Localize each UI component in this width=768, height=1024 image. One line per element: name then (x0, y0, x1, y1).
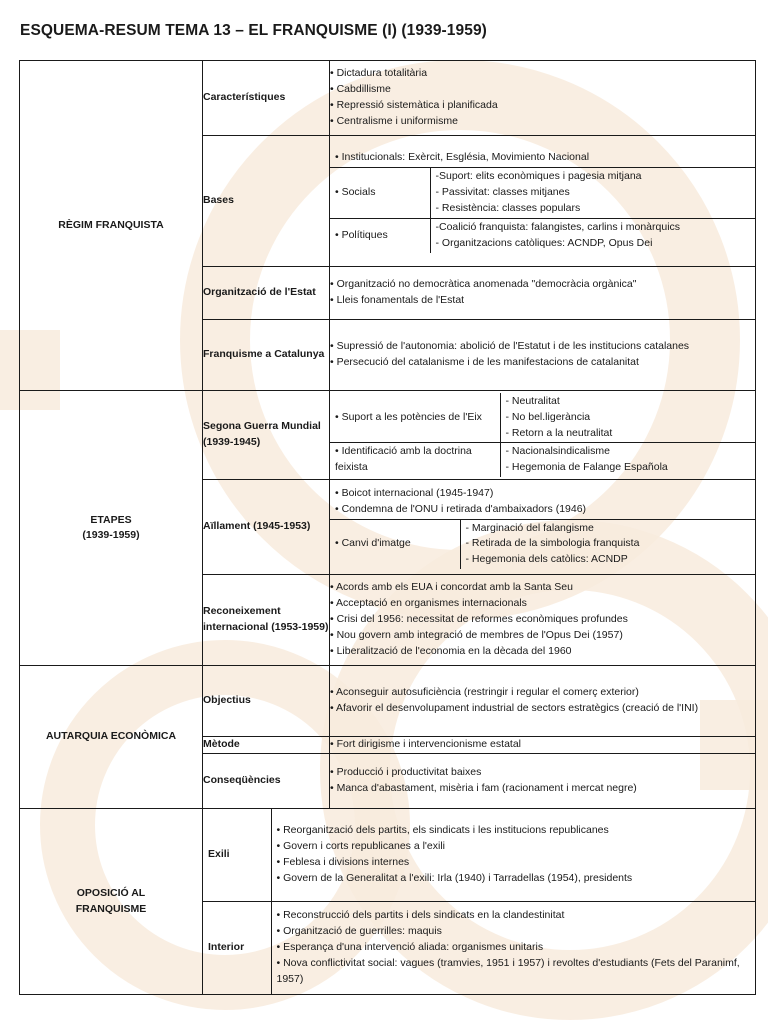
page-title: ESQUEMA-RESUM TEMA 13 – EL FRANQUISME (I) (1939-1959) (20, 22, 487, 39)
list-item: • Dictadura totalitària (330, 67, 428, 80)
bases-content (330, 136, 756, 267)
subsection-organitzacio: Organització de l'Estat (203, 267, 330, 320)
list-item: • Persecució del catalanisme i de les manifestacions de catalanitat (330, 356, 639, 368)
list-item: • Acceptació en organismes internacionals (330, 597, 527, 610)
section-label: AUTARQUIA ECONÒMICA (45, 730, 177, 743)
list-item: • Organització de guerrilles: maquis (276, 925, 442, 938)
section-label: ETAPES (90, 513, 132, 526)
list-item: • Organització no democràtica anomenada "democràcia orgànica" (330, 278, 637, 291)
feixista-content (500, 443, 755, 477)
table-row (20, 666, 756, 737)
list-item: • Identificació amb la doctrina feixista (330, 443, 500, 477)
list-item: • Suport a les potències de l'Eix (330, 393, 500, 443)
canvi-content (460, 519, 755, 569)
table-row (203, 902, 755, 995)
list-item: • Supressió de l'autonomia: abolició de l'Estatut i de les institucions catalanes (330, 340, 690, 353)
list-item: • Acords amb els EUA i concordat amb la Santa Seu (330, 581, 573, 594)
consequencies-content (330, 754, 756, 809)
subsection-catalunya: Franquisme a Catalunya (203, 320, 330, 391)
table-row (330, 393, 755, 443)
list-item: • Fort dirigisme i intervencionisme estatal (330, 738, 521, 751)
organitzacio-content (330, 267, 756, 320)
caracteristiques-content (330, 61, 756, 136)
list-item: • Producció i productivitat baixes (330, 766, 482, 779)
segona-guerra-content (330, 391, 756, 480)
list-item: - Nacionalsindicalisme (505, 445, 610, 458)
aillament-items (330, 485, 755, 519)
list-item: • Cabdillisme (330, 83, 391, 96)
table-row (203, 809, 755, 902)
list-item: - Hegemonia dels catòlics: ACNDP (465, 553, 628, 566)
list-item: - Resistència: classes populars (435, 202, 581, 214)
list-item: - No bel.ligerància (505, 410, 591, 423)
oposicio-content (203, 809, 756, 995)
section-oposicio (20, 809, 203, 995)
table-row (330, 485, 755, 519)
subsection-reconeixement: Reconeixement internacional (1953-1959) (203, 575, 330, 666)
list-item: • Crisi del 1956: necessitat de reformes econòmiques profundes (330, 613, 628, 626)
list-item: • Govern de la Generalitat a l'exili: Irla (1940) i Tarradellas (1954), presidents (276, 871, 633, 884)
list-item: • Centralisme i uniformisme (330, 114, 458, 127)
list-item: - Neutralitat (505, 394, 560, 407)
list-item: • Feblesa i divisions internes (276, 856, 410, 868)
suport-content (500, 393, 755, 443)
table-row (330, 218, 755, 252)
list-item: • Boicot internacional (1945-1947) (335, 486, 494, 499)
metode-content (330, 737, 756, 754)
list-item: - Retirada de la simbologia franquista (465, 537, 640, 550)
list-item: • Institucionals: Exèrcit, Església, Movimiento Nacional (335, 151, 590, 164)
list-item: • Reconstrucció dels partits i dels sindicats en la clandestinitat (276, 909, 565, 922)
politiques-content (430, 218, 755, 252)
list-item: • Aconseguir autosuficiència (restringir i regular el comerç exterior) (330, 686, 639, 699)
list-item: • Nova conflictivitat social: vagues (tramvies, 1951 i 1957) i revoltes d'estudiants (Fets del Paranimf, 1957) (276, 956, 740, 985)
list-item: • Polítiques (330, 218, 430, 252)
subsection-caracteristiques: Característiques (203, 61, 330, 136)
list-item: -Suport: elits econòmiques i pagesia mitjana (435, 170, 642, 183)
section-label: FRANQUISME (75, 902, 147, 915)
interior-content (271, 902, 755, 995)
exili-content (271, 809, 755, 902)
list-item: - Marginació del falangisme (465, 521, 594, 534)
reconeixement-content (330, 575, 756, 666)
list-item: • Afavorir el desenvolupament industrial de sectors estratègics (creació de l'INI) (330, 702, 699, 714)
subsection-segona-guerra: Segona Guerra Mundial (1939-1945) (203, 391, 330, 480)
socials-content (430, 168, 755, 219)
list-item: • Govern i corts republicanes a l'exili (276, 840, 446, 853)
section-label: OPOSICIÓ AL (76, 887, 146, 900)
subsection-bases: Bases (203, 136, 330, 267)
list-item: -Coalició franquista: falangistes, carlins i monàrquics (435, 220, 681, 233)
catalunya-content (330, 320, 756, 391)
subsection-exili: Exili (203, 809, 271, 902)
table-row (20, 61, 756, 136)
list-item: • Condemna de l'ONU i retirada d'ambaixadors (1946) (335, 502, 587, 515)
section-label: RÈGIM FRANQUISTA (58, 218, 164, 231)
list-item: - Hegemonia de Falange Española (505, 461, 668, 474)
list-item: • Nou govern amb integració de membres de l'Opus Dei (1957) (330, 628, 623, 641)
table-row (330, 443, 755, 477)
table-row (330, 519, 755, 569)
table-row (330, 149, 755, 167)
table-row (20, 809, 756, 995)
subsection-aillament: Aïllament (1945-1953) (203, 480, 330, 575)
list-item: • Esperança d'una intervenció aliada: organismes unitaris (276, 941, 544, 954)
list-item: • Repressió sistemàtica i planificada (330, 99, 498, 111)
list-item: • Liberalització de l'economia en la dècada del 1960 (330, 644, 572, 657)
table-row (20, 391, 756, 480)
list-item: • Manca d'abastament, misèria i fam (racionament i mercat negre) (330, 782, 637, 794)
summary-table (19, 60, 756, 995)
objectius-content (330, 666, 756, 737)
list-item: • Socials (330, 168, 430, 219)
list-item: • Reorganització dels partits, els sindicats i les institucions republicanes (276, 824, 609, 837)
subsection-consequencies: Conseqüències (203, 754, 330, 809)
subsection-metode: Mètode (203, 737, 330, 754)
list-item: • Lleis fonamentals de l'Estat (330, 294, 465, 306)
list-item: - Retorn a la neutralitat (505, 426, 613, 439)
list-item: • Canvi d'imatge (330, 519, 460, 569)
subsection-interior: Interior (203, 902, 271, 995)
section-etapes (20, 391, 203, 666)
list-item: - Organitzacions catòliques: ACNDP, Opus Dei (435, 236, 653, 249)
list-item: - Passivitat: classes mitjanes (435, 186, 570, 199)
section-autarquia (20, 666, 203, 809)
section-label: (1939-1959) (82, 529, 140, 541)
subsection-objectius: Objectius (203, 666, 330, 737)
section-regim-franquista (20, 61, 203, 391)
table-row (330, 168, 755, 219)
aillament-content (330, 480, 756, 575)
